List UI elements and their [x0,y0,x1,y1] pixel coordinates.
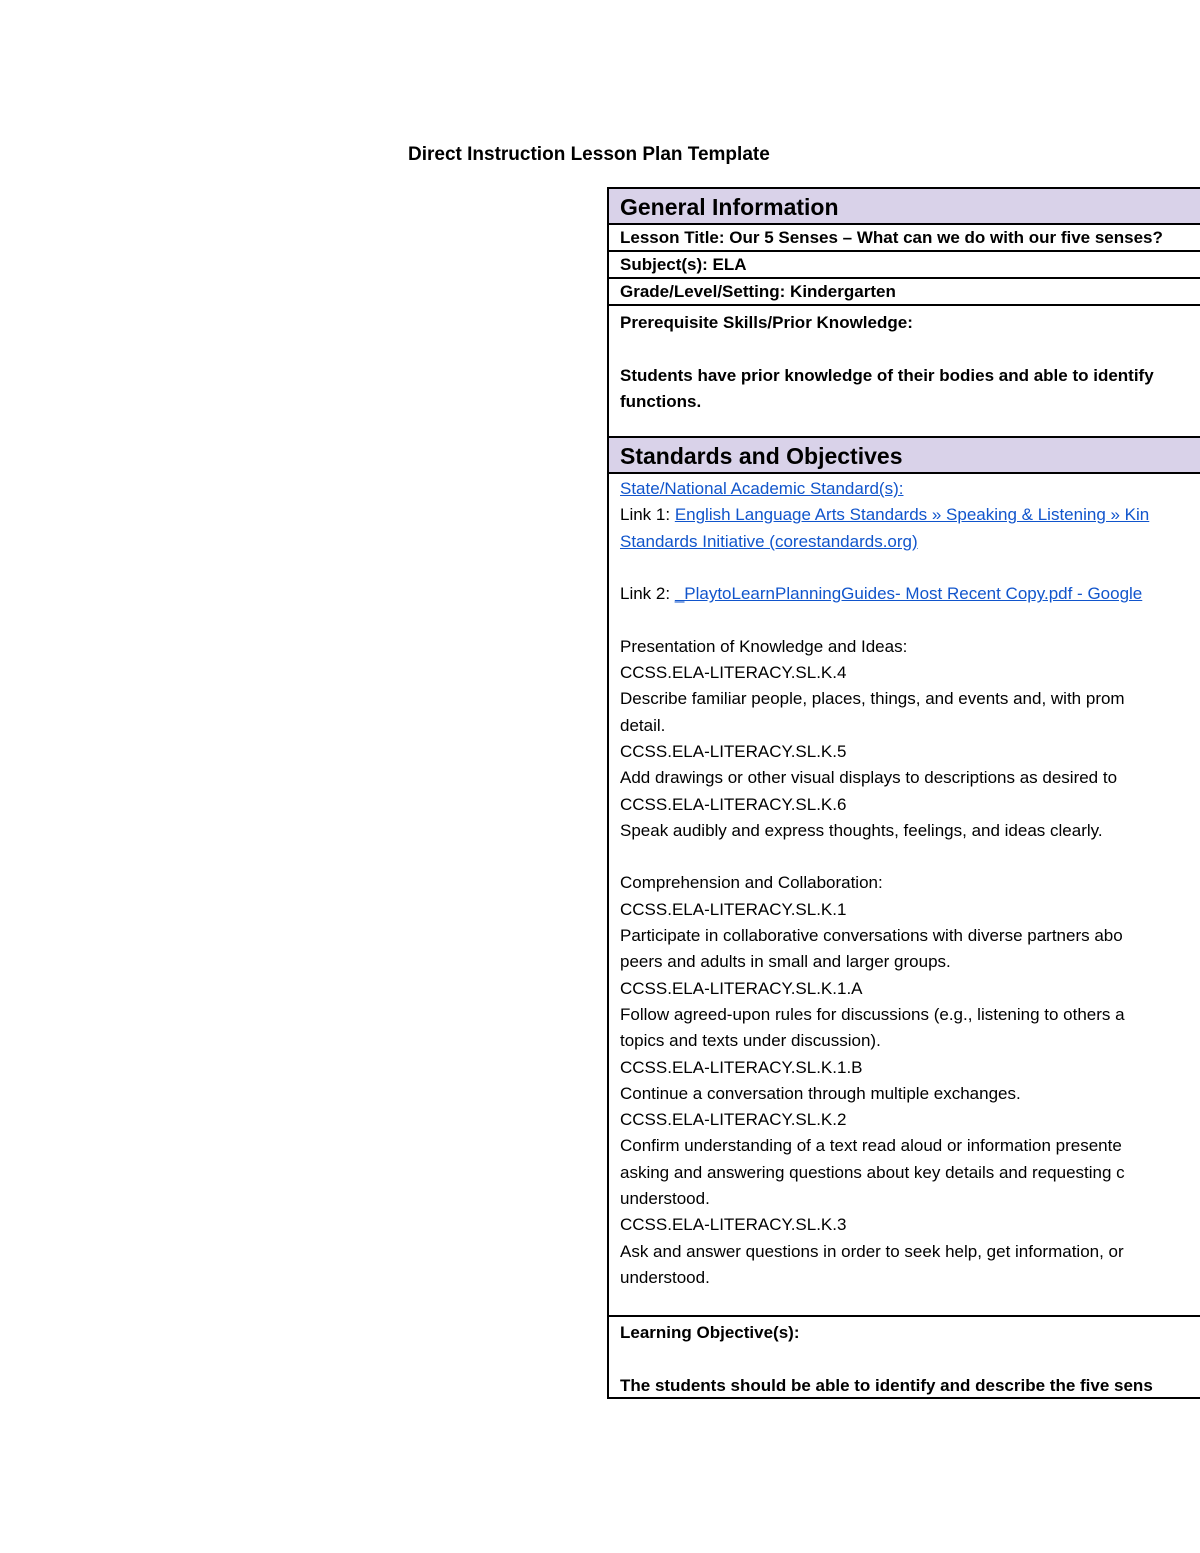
grade-row: Grade/Level/Setting: Kindergarten [609,279,1200,306]
link-2-line [620,581,1200,607]
standard-code: CCSS.ELA-LITERACY.SL.K.1 [620,899,847,919]
standard-text-line: understood. [620,1267,710,1287]
prerequisite-text-line: Students have prior knowledge of their bodies and able to identify [620,365,1154,385]
standard-code: CCSS.ELA-LITERACY.SL.K.5 [620,741,847,761]
comprehension-label: Comprehension and Collaboration: [620,873,883,893]
standard-text-line: Ask and answer questions in order to seek help, get information, or [620,1241,1124,1261]
standard-code: CCSS.ELA-LITERACY.SL.K.2 [620,1110,847,1130]
standard-code: CCSS.ELA-LITERACY.SL.K.4 [620,663,847,683]
prerequisite-text-line: functions. [620,391,702,411]
standard-code: CCSS.ELA-LITERACY.SL.K.1.B [620,1057,863,1077]
standard-text-line: Participate in collaborative conversations with diverse partners abo [620,926,1123,946]
standard-code: CCSS.ELA-LITERACY.SL.K.3 [620,1215,847,1235]
standard-text-line: detail. [620,715,666,735]
standard-text-line: topics and texts under discussion). [620,1031,881,1051]
link-1-prefix: Link 1: [620,505,675,525]
subjects-row: Subject(s): ELA [609,252,1200,279]
standard-text-line: Follow agreed-upon rules for discussions (e.g., listening to others a [620,1004,1125,1024]
standard-code: CCSS.ELA-LITERACY.SL.K.1.A [620,978,863,998]
prerequisite-label: Prerequisite Skills/Prior Knowledge: [620,313,913,332]
prerequisite-row [609,306,1200,438]
standard-text-line: peers and adults in small and larger groups. [620,952,951,972]
link-1-anchor-continued[interactable]: Standards Initiative (corestandards.org) [620,531,918,551]
document-title: Direct Instruction Lesson Plan Template [408,144,770,165]
state-standards-link[interactable]: State/National Academic Standard(s): [620,479,904,498]
section-heading-standards: Standards and Objectives [609,438,1200,474]
link-1-anchor[interactable]: English Language Arts Standards » Speaking & Listening » Kin [674,505,1150,525]
link-2-prefix: Link 2: [620,584,675,604]
learning-objectives-label: Learning Objective(s): [620,1323,800,1342]
standard-code: CCSS.ELA-LITERACY.SL.K.6 [620,794,847,814]
standard-text-line: understood. [620,1189,710,1209]
lesson-title-row: Lesson Title: Our 5 Senses – What can we do with our five senses? [609,225,1200,252]
standard-text-line: Speak audibly and express thoughts, feelings, and ideas clearly. [620,820,1103,840]
standard-text-line: Confirm understanding of a text read aloud or information presente [620,1136,1122,1156]
link-1-line [620,502,1200,528]
standards-row [609,474,1200,1317]
standard-text-line: asking and answering questions about key details and requesting c [620,1162,1125,1182]
standard-text-line: Describe familiar people, places, things, and events and, with prom [620,689,1125,709]
link-2-anchor[interactable]: _PlaytoLearnPlanningGuides- Most Recent Copy.pdf - Google [674,584,1143,604]
lesson-plan-table [607,187,1200,1399]
presentation-label: Presentation of Knowledge and Ideas: [620,636,908,656]
learning-objectives-row [609,1317,1200,1399]
section-heading-general: General Information [609,189,1200,225]
learning-objective-text-line: The students should be able to identify and describe the five sens [620,1375,1153,1395]
standard-text-line: Continue a conversation through multiple exchanges. [620,1083,1021,1103]
standard-text-line: Add drawings or other visual displays to descriptions as desired to [620,768,1118,788]
